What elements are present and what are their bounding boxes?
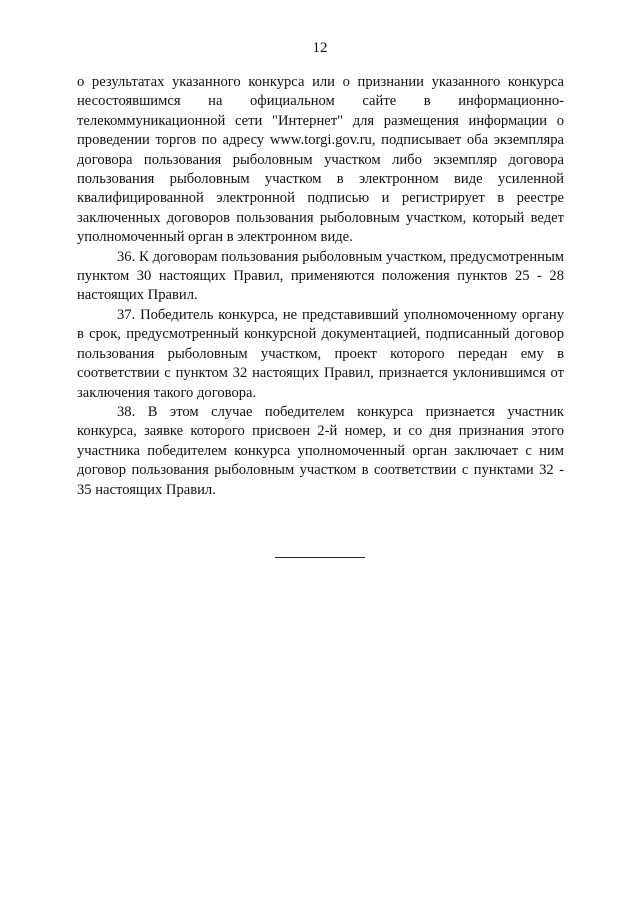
- paragraph-38: 38. В этом случае победителем конкурса признается участник конкурса, заявке которого присвоен 2-й номер, и со дня признания этого участника победителем конкурса уполномоченный орган заключает с ним договор пользования рыболовным участком в соответствии с пунктами 32 - 35 настоящих Правил.: [77, 403, 564, 498]
- end-divider-line: [275, 557, 365, 558]
- document-body: [77, 73, 564, 500]
- paragraph-continuation: о результатах указанного конкурса или о признании указанного конкурса несостоявшимся на официальном сайте в информационно-телекоммуникационной сети "Интернет" для размещения информации о проведении торгов по адресу www.torgi.gov.ru, подписывает оба экземпляра договора пользования рыболовным участком либо экземпляр договора пользования рыболовным участком в электронном виде усиленной квалифицированной электронной подписью и регистрирует в реестре заключенных договоров пользования рыболовным участком, который ведет уполномоченный орган в электронном виде.: [77, 74, 564, 246]
- page-number: 12: [312, 40, 328, 56]
- paragraph-37: 37. Победитель конкурса, не представивший уполномоченному органу в срок, предусмотренный конкурсной документацией, подписанный договор пользования рыболовным участком, проект которого передан ему в соответствии с пунктом 32 настоящих Правил, признается уклонившимся от заключения такого договора.: [77, 306, 564, 401]
- paragraph-36: 36. К договорам пользования рыболовным участком, предусмотренным пунктом 30 настоящих Правил, применяются положения пунктов 25 - 28 настоящих Правил.: [77, 248, 564, 304]
